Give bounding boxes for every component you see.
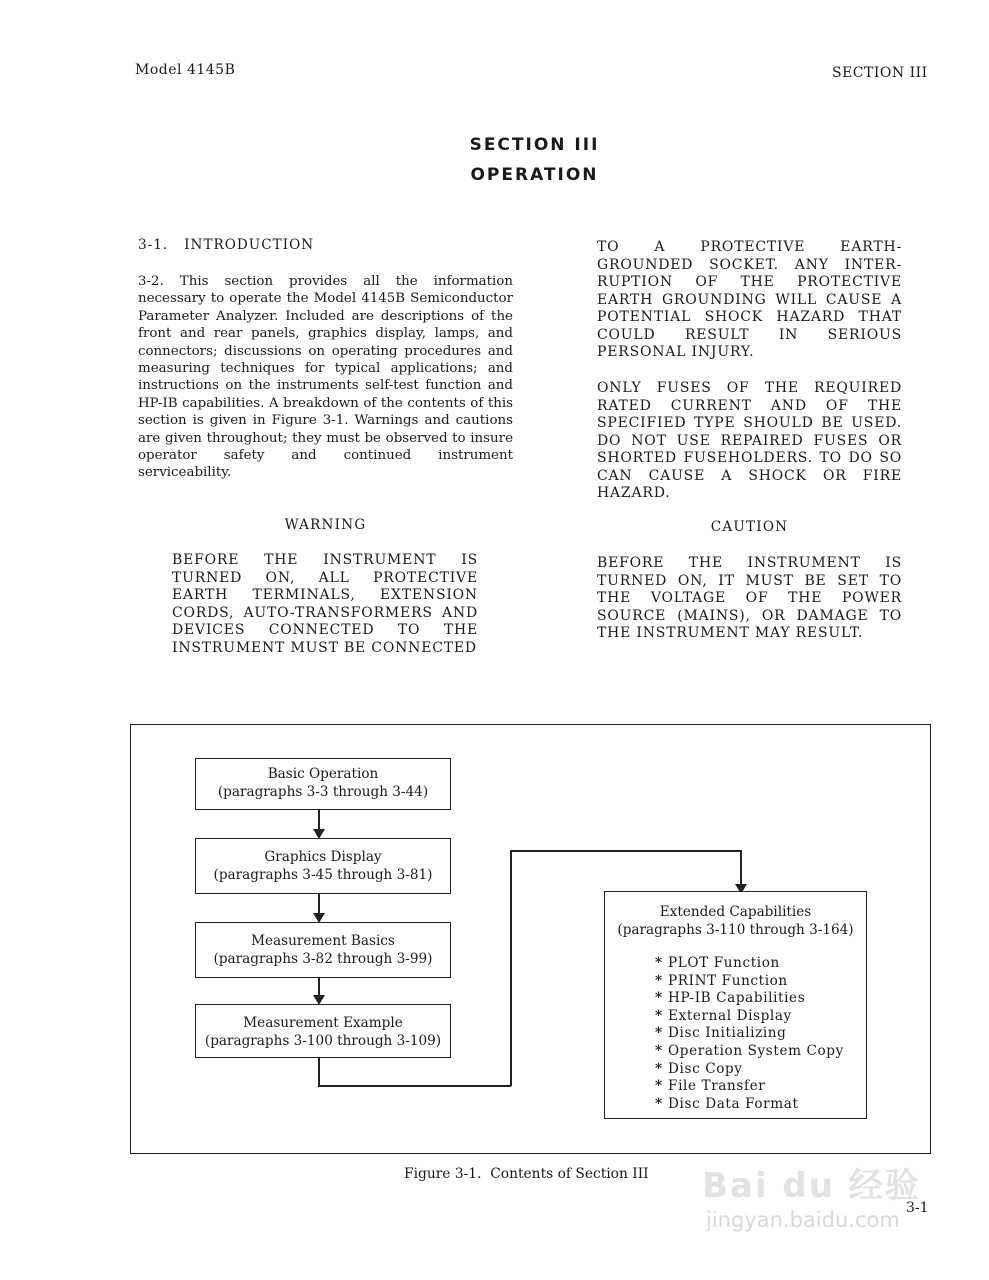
box-paragraphs: (paragraphs 3-110 through 3-164): [617, 922, 854, 938]
connector-line: [318, 1058, 320, 1086]
intro-paragraph: 3-2. This section provides all the information necessary to operate the Model 4145B Semiconductor Parameter Analyzer. Included are descriptions of the front and rear panels, graphics display, lamps, and connectors; discussions on operating procedures and measuring techniques for typical applications; and instructions on the instruments self-test function and HP-IB capabilities. A breakdown of the contents of this section is given in Figure 3-1. Warnings and cautions are given throughout; they must be observed to insure operator safety and continued instrument serviceability.: [138, 274, 513, 481]
box-paragraphs: (paragraphs 3-100 through 3-109): [204, 1033, 442, 1049]
list-item: * Disc Initializing: [655, 1025, 866, 1043]
page-number: 3-1: [906, 1200, 929, 1216]
figure-caption: Figure 3-1. Contents of Section III: [404, 1166, 649, 1182]
watermark-url: jingyan.baidu.com: [706, 1208, 900, 1232]
box-paragraphs: (paragraphs 3-82 through 3-99): [213, 951, 433, 967]
list-item: * HP-IB Capabilities: [655, 990, 866, 1008]
box-measurement-example: [195, 1004, 451, 1058]
intro-heading: 3-1. INTRODUCTION: [138, 237, 315, 253]
warning-text: BEFORE THE INSTRUMENT IS TURNED ON, ALL PROTECTIVE EARTH TERMINALS, EXTENSION CORDS, AUTO-TRANSFORMERS AND DEVICES CONNECTED TO THE INSTRUMENT MUST BE CONNECTED: [172, 552, 478, 656]
list-item: * Operation System Copy: [655, 1043, 866, 1061]
box-extended-capabilities: [604, 891, 867, 1119]
capabilities-list: [655, 955, 866, 1113]
fuses-warning: ONLY FUSES OF THE REQUIRED RATED CURRENT AND OF THE SPECIFIED TYPE SHOULD BE USED. DO NOT USE REPAIRED FUSES OR SHORTED FUSEHOLDERS. TO DO SO CAN CAUSE A SHOCK OR FIRE HAZARD.: [597, 380, 902, 501]
connector-line: [510, 850, 741, 852]
caution-heading: CAUTION: [710, 519, 789, 535]
baidu-watermark: Bai du 经验: [702, 1166, 921, 1206]
box-paragraphs: (paragraphs 3-3 through 3-44): [217, 784, 429, 800]
list-item: * File Transfer: [655, 1078, 866, 1096]
list-item: * Disc Data Format: [655, 1096, 866, 1114]
box-title: Extended Capabilities: [659, 904, 812, 920]
list-item: * External Display: [655, 1008, 866, 1026]
list-item: * PLOT Function: [655, 955, 866, 973]
box-basic-operation: [195, 758, 451, 810]
box-paragraphs: (paragraphs 3-45 through 3-81): [213, 867, 433, 883]
header-section: SECTION III: [832, 65, 928, 81]
warning-continued: TO A PROTECTIVE EARTH-GROUNDED SOCKET. ANY INTER-RUPTION OF THE PROTECTIVE EARTH GROUNDING WILL CAUSE A POTENTIAL SHOCK HAZARD THAT COULD RESULT IN SERIOUS PERSONAL INJURY.: [597, 239, 902, 360]
caution-text: BEFORE THE INSTRUMENT IS TURNED ON, IT MUST BE SET TO THE VOLTAGE OF THE POWER SOURCE (MAINS), OR DAMAGE TO THE INSTRUMENT MAY RESULT.: [597, 555, 902, 641]
list-item: * PRINT Function: [655, 973, 866, 991]
section-title: SECTION III: [469, 135, 600, 155]
header-model: Model 4145B: [135, 62, 236, 78]
box-graphics-display: [195, 838, 451, 894]
box-title: Measurement Basics: [251, 933, 395, 949]
list-item: * Disc Copy: [655, 1061, 866, 1079]
box-title: Graphics Display: [264, 849, 382, 865]
box-title: Measurement Example: [243, 1015, 403, 1031]
connector-line: [318, 1085, 511, 1087]
section-subtitle: OPERATION: [470, 165, 599, 185]
connector-line: [510, 850, 512, 1086]
box-measurement-basics: [195, 922, 451, 978]
box-title: Basic Operation: [267, 766, 379, 782]
warning-heading: WARNING: [284, 517, 367, 533]
